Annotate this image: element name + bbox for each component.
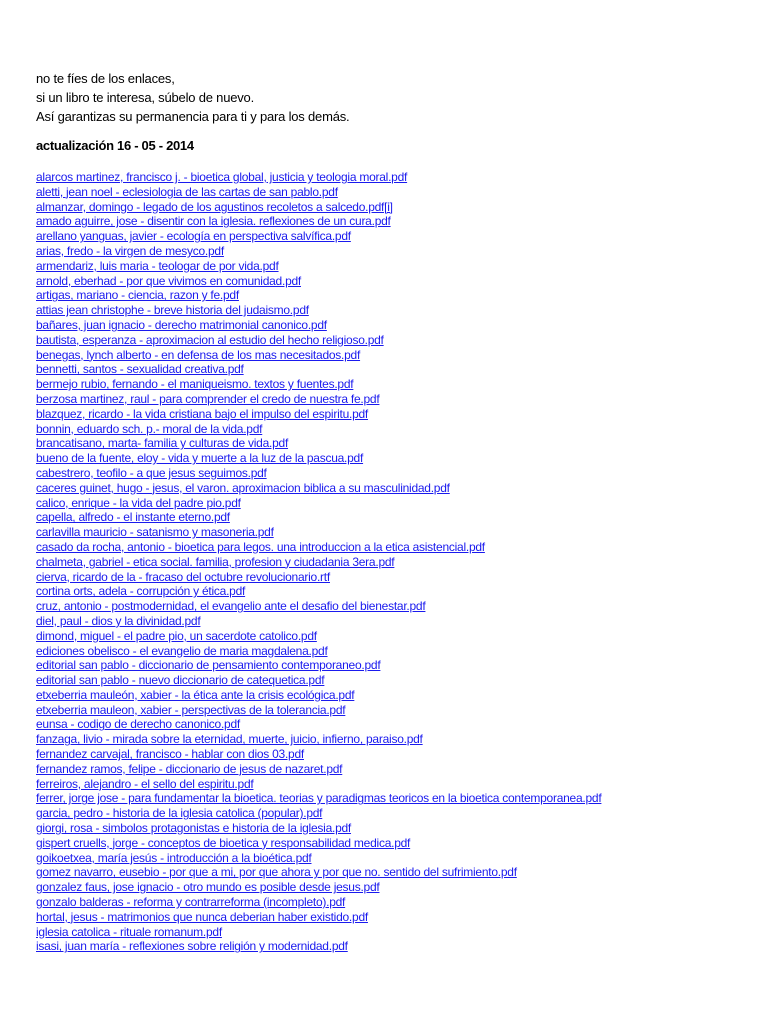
list-item	[36, 303, 601, 318]
list-item	[36, 880, 601, 895]
pdf-link[interactable]: bautista, esperanza - aproximacion al estudio del hecho religioso.pdf	[36, 332, 384, 347]
pdf-link[interactable]: artigas, mariano - ciencia, razon y fe.pdf	[36, 288, 239, 303]
pdf-link[interactable]: editorial san pablo - nuevo diccionario de catequetica.pdf	[36, 673, 325, 688]
pdf-link[interactable]: cabestrero, teofilo - a que jesus seguimos.pdf	[36, 465, 267, 480]
list-item	[36, 614, 601, 629]
list-item	[36, 673, 601, 688]
pdf-link[interactable]: arellano yanguas, javier - ecología en perspectiva salvífica.pdf	[36, 229, 351, 244]
pdf-link[interactable]: gomez navarro, eusebio - por que a mi, por que ahora y por que no. sentido del sufrimiento.pdf	[36, 865, 517, 880]
pdf-link[interactable]: eunsa - codigo de derecho canonico.pdf	[36, 717, 240, 732]
list-item	[36, 481, 601, 496]
intro-line-2: si un libro te interesa, súbelo de nuevo.	[36, 90, 254, 105]
list-item	[36, 407, 601, 422]
list-item	[36, 925, 601, 940]
list-item	[36, 333, 601, 348]
pdf-link[interactable]: amado aguirre, jose - disentir con la iglesia. reflexiones de un cura.pdf	[36, 214, 391, 229]
pdf-link[interactable]: fanzaga, livio - mirada sobre la eternidad, muerte, juicio, infierno, paraiso.pdf	[36, 732, 423, 747]
list-item	[36, 584, 601, 599]
pdf-link[interactable]: ferrer, jorge jose - para fundamentar la bioetica. teorias y paradigmas teoricos en la bioetica contemporanea.pdf	[36, 791, 602, 806]
list-item	[36, 570, 601, 585]
list-item	[36, 836, 601, 851]
pdf-link[interactable]: garcia, pedro - historia de la iglesia catolica (popular).pdf	[36, 806, 323, 821]
list-item	[36, 274, 601, 289]
pdf-link[interactable]: bermejo rubio, fernando - el maniqueismo. textos y fuentes.pdf	[36, 377, 354, 392]
list-item	[36, 629, 601, 644]
list-item	[36, 200, 601, 215]
list-item	[36, 466, 601, 481]
pdf-link[interactable]: brancatisano, marta- familia y culturas de vida.pdf	[36, 436, 289, 451]
list-item	[36, 599, 601, 614]
pdf-link[interactable]: cierva, ricardo de la - fracaso del octubre revolucionario.rtf	[36, 569, 330, 584]
list-item	[36, 791, 601, 806]
list-item	[36, 377, 601, 392]
list-item	[36, 910, 601, 925]
pdf-link[interactable]: alarcos martinez, francisco j. - bioetica global, justicia y teologia moral.pdf	[36, 170, 408, 184]
list-item	[36, 496, 601, 511]
pdf-link[interactable]: isasi, juan maría - reflexiones sobre religión y modernidad.pdf	[36, 939, 348, 954]
list-item	[36, 288, 601, 303]
pdf-link[interactable]: gonzalez faus, jose ignacio - otro mundo es posible desde jesus.pdf	[36, 880, 380, 895]
pdf-link[interactable]: cruz, antonio - postmodernidad, el evangelio ante el desafio del bienestar.pdf	[36, 599, 426, 614]
pdf-link[interactable]: hortal, jesus - matrimonios que nunca deberian haber existido.pdf	[36, 909, 368, 924]
pdf-link[interactable]: etxeberria mauleón, xabier - la ética ante la crisis ecológica.pdf	[36, 687, 355, 702]
pdf-link[interactable]: gispert cruells, jorge - conceptos de bioetica y responsabilidad medica.pdf	[36, 835, 411, 850]
list-item	[36, 244, 601, 259]
pdf-link[interactable]: bennetti, santos - sexualidad creativa.pdf	[36, 362, 244, 377]
list-item	[36, 644, 601, 659]
intro-line-1: no te fíes de los enlaces,	[36, 71, 175, 86]
list-item	[36, 362, 601, 377]
pdf-link[interactable]: ediciones obelisco - el evangelio de maria magdalena.pdf	[36, 643, 328, 658]
pdf-link-list	[36, 170, 601, 954]
list-item	[36, 762, 601, 777]
pdf-link[interactable]: dimond, miguel - el padre pio, un sacerdote catolico.pdf	[36, 628, 317, 643]
list-item	[36, 732, 601, 747]
list-item	[36, 318, 601, 333]
list-item	[36, 525, 601, 540]
list-item	[36, 555, 601, 570]
list-item	[36, 214, 601, 229]
update-heading: actualización 16 - 05 - 2014	[36, 138, 194, 153]
list-item	[36, 436, 601, 451]
pdf-link[interactable]: bueno de la fuente, eloy - vida y muerte a la luz de la pascua.pdf	[36, 451, 364, 466]
list-item	[36, 747, 601, 762]
list-item	[36, 170, 601, 185]
intro-line-3: Así garantizas su permanencia para ti y para los demás.	[36, 109, 350, 124]
pdf-link[interactable]: cortina orts, adela - corrupción y ética.pdf	[36, 584, 246, 599]
pdf-link[interactable]: caceres guinet, hugo - jesus, el varon. aproximacion biblica a su masculinidad.pdf	[36, 480, 450, 495]
list-item	[36, 348, 601, 363]
list-item	[36, 510, 601, 525]
pdf-link[interactable]: armendariz, luis maria - teologar de por vida.pdf	[36, 258, 279, 273]
pdf-link[interactable]: giorgi, rosa - simbolos protagonistas e historia de la iglesia.pdf	[36, 821, 352, 836]
list-item	[36, 229, 601, 244]
pdf-link[interactable]: ferreiros, alejandro - el sello del espiritu.pdf	[36, 776, 254, 791]
list-item	[36, 717, 601, 732]
pdf-link[interactable]: chalmeta, gabriel - etica social. familia, profesion y ciudadania 3era.pdf	[36, 554, 395, 569]
pdf-link[interactable]: editorial san pablo - diccionario de pensamiento contemporaneo.pdf	[36, 658, 381, 673]
pdf-link[interactable]: carlavilla mauricio - satanismo y masoneria.pdf	[36, 525, 274, 540]
list-item	[36, 895, 601, 910]
intro-text	[36, 69, 349, 126]
list-item	[36, 658, 601, 673]
pdf-link[interactable]: gonzalo balderas - reforma y contrarreforma (incompleto).pdf	[36, 895, 346, 910]
pdf-link[interactable]: almanzar, domingo - legado de los agustinos recoletos a salcedo.pdf[i]	[36, 199, 393, 214]
list-item	[36, 865, 601, 880]
list-item	[36, 688, 601, 703]
pdf-link[interactable]: calico, enrique - la vida del padre pio.pdf	[36, 495, 241, 510]
list-item	[36, 422, 601, 437]
pdf-link[interactable]: benegas, lynch alberto - en defensa de los mas necesitados.pdf	[36, 347, 361, 362]
pdf-link[interactable]: fernandez carvajal, francisco - hablar con dios 03.pdf	[36, 747, 304, 762]
list-item	[36, 259, 601, 274]
pdf-link[interactable]: blazquez, ricardo - la vida cristiana bajo el impulso del espiritu.pdf	[36, 406, 369, 421]
pdf-link[interactable]: capella, alfredo - el instante eterno.pdf	[36, 510, 230, 525]
pdf-link[interactable]: diel, paul - dios y la divinidad.pdf	[36, 613, 201, 628]
list-item	[36, 540, 601, 555]
pdf-link[interactable]: casado da rocha, antonio - bioetica para legos. una introduccion a la etica asistencial.pdf	[36, 539, 485, 554]
list-item	[36, 392, 601, 407]
pdf-link[interactable]: bonnin, eduardo sch. p.- moral de la vida.pdf	[36, 421, 263, 436]
list-item	[36, 703, 601, 718]
pdf-link[interactable]: arias, fredo - la virgen de mesyco.pdf	[36, 243, 224, 258]
pdf-link[interactable]: goikoetxea, maría jesús - introducción a la bioética.pdf	[36, 850, 312, 865]
list-item	[36, 821, 601, 836]
pdf-link[interactable]: aletti, jean noel - eclesiologia de las cartas de san pablo.pdf	[36, 184, 338, 199]
list-item	[36, 806, 601, 821]
pdf-link[interactable]: arnold, eberhad - por que vivimos en comunidad.pdf	[36, 273, 301, 288]
pdf-link[interactable]: fernandez ramos, felipe - diccionario de jesus de nazaret.pdf	[36, 761, 343, 776]
list-item	[36, 851, 601, 866]
pdf-link[interactable]: etxeberria mauleon, xabier - perspectivas de la tolerancia.pdf	[36, 702, 346, 717]
pdf-link[interactable]: iglesia catolica - rituale romanum.pdf	[36, 924, 222, 939]
list-item	[36, 939, 601, 954]
pdf-link[interactable]: berzosa martinez, raul - para comprender el credo de nuestra fe.pdf	[36, 391, 380, 406]
pdf-link[interactable]: bañares, juan ignacio - derecho matrimonial canonico.pdf	[36, 317, 327, 332]
list-item	[36, 777, 601, 792]
list-item	[36, 185, 601, 200]
pdf-link[interactable]: attias jean christophe - breve historia del judaismo.pdf	[36, 303, 309, 318]
list-item	[36, 451, 601, 466]
